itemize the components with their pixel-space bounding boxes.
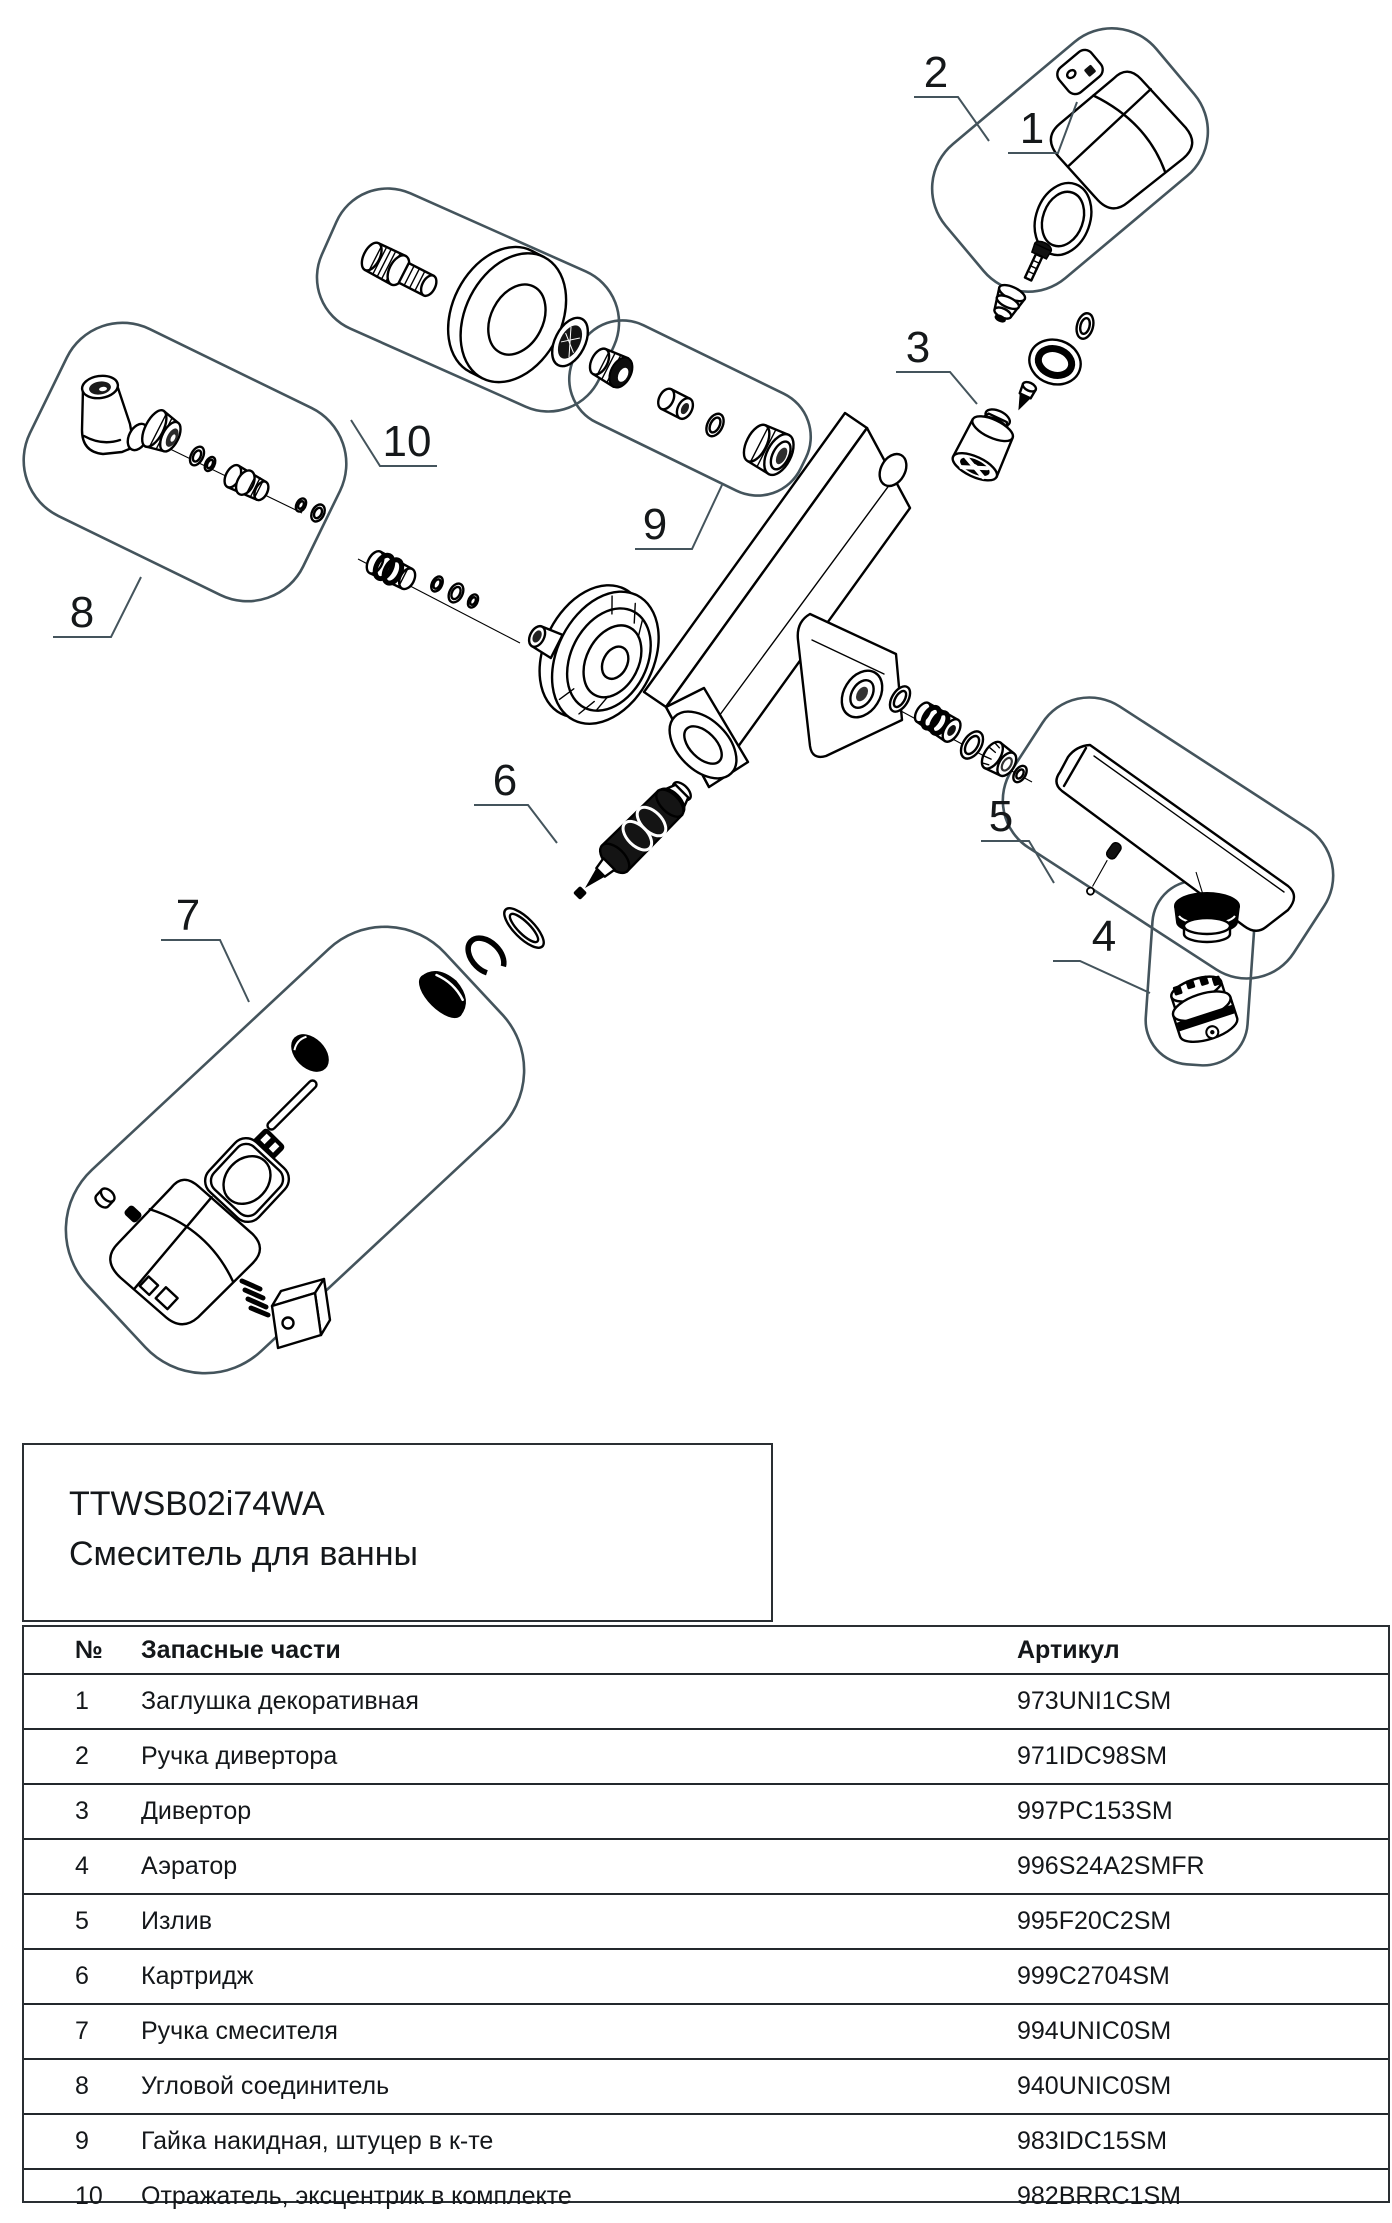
part-diverter — [949, 401, 1023, 486]
row-sku: 996S24A2SMFR — [1017, 1852, 1205, 1880]
callout-number-5: 5 — [988, 792, 1014, 841]
table-row — [24, 2058, 1388, 2113]
part-diverter-stem — [1012, 380, 1037, 413]
row-num: 2 — [75, 1742, 89, 1770]
part-stopper — [284, 1027, 336, 1079]
part-aerator-key — [1164, 969, 1241, 1047]
part-dome-cap — [412, 961, 476, 1025]
part-washer — [294, 497, 308, 514]
part-aerator-cap — [1174, 892, 1240, 942]
table-row — [24, 1893, 1388, 1948]
part-washer — [203, 455, 218, 472]
part-union-nut — [738, 419, 800, 480]
header-name: Запасные части — [141, 1635, 341, 1664]
row-sku: 940UNIC0SM — [1017, 2072, 1172, 2100]
row-num: 7 — [75, 2017, 89, 2045]
part-nipple — [221, 462, 273, 506]
row-num: 5 — [75, 1907, 89, 1935]
callout-number-3: 3 — [905, 323, 931, 372]
table-row — [24, 1673, 1388, 1728]
part-oval-ring — [499, 903, 550, 954]
part-banded-nipple — [363, 548, 419, 593]
table-row — [24, 1838, 1388, 1893]
part-link-rod — [266, 1079, 318, 1131]
row-part-name: Ручка дивертора — [141, 1742, 338, 1770]
row-num: 3 — [75, 1797, 89, 1825]
row-part-name: Заглушка декоративная — [141, 1687, 419, 1715]
table-row — [24, 1783, 1388, 1838]
row-part-name: Гайка накидная, штуцер в к-те — [141, 2127, 494, 2155]
callout-leader-7 — [161, 940, 249, 1002]
row-part-name: Излив — [141, 1907, 212, 1935]
title-block — [22, 1443, 773, 1622]
model-code: TTWSB02i74WA — [69, 1485, 325, 1523]
table-row — [24, 2168, 1388, 2223]
row-num: 4 — [75, 1852, 89, 1880]
callout-number-4: 4 — [1091, 912, 1117, 961]
part-seal-ring — [1023, 333, 1086, 391]
part-adapter-cube — [272, 1279, 330, 1348]
part-faucet-body — [518, 413, 911, 791]
row-sku: 997PC153SM — [1017, 1797, 1173, 1825]
part-handle-screw — [1020, 239, 1053, 283]
table-header-row — [24, 1627, 1388, 1673]
table-row — [24, 1728, 1388, 1783]
row-sku: 973UNI1CSM — [1017, 1687, 1172, 1715]
table-row — [24, 1948, 1388, 2003]
callout-number-10: 10 — [382, 417, 432, 466]
callout-leader-8 — [53, 577, 141, 637]
parts-table — [22, 1625, 1390, 2210]
part-washer — [429, 575, 445, 594]
header-sku: Артикул — [1017, 1635, 1120, 1664]
row-sku: 983IDC15SM — [1017, 2127, 1168, 2155]
row-num: 8 — [75, 2072, 89, 2100]
header-num: № — [75, 1635, 103, 1664]
table-row — [24, 2003, 1388, 2058]
callout-number-7: 7 — [175, 891, 201, 940]
row-num: 9 — [75, 2127, 89, 2155]
part-spring — [242, 1281, 268, 1315]
part-spout-screw — [1081, 841, 1125, 896]
part-oring — [703, 411, 727, 439]
callout-number-1: 1 — [1019, 104, 1045, 153]
product-name: Смеситель для ванны — [69, 1535, 418, 1573]
row-part-name: Угловой соединитель — [141, 2072, 390, 2100]
row-sku: 999C2704SM — [1017, 1962, 1170, 1990]
part-washer — [466, 593, 480, 610]
part-c-ring — [461, 931, 510, 980]
callout-leader-3 — [896, 372, 977, 404]
row-num: 1 — [75, 1687, 89, 1715]
part-plug-fitting — [585, 344, 637, 392]
part-flange-disc — [518, 567, 680, 742]
table-body — [24, 1673, 1388, 2223]
part-hex-nut — [137, 407, 186, 459]
row-part-name: Аэратор — [141, 1852, 238, 1880]
part-cartridge — [564, 774, 699, 909]
row-sku: 995F20C2SM — [1017, 1907, 1172, 1935]
callout-leader-6 — [474, 805, 557, 843]
group-box-8 — [3, 302, 367, 622]
row-part-name: Картридж — [141, 1962, 254, 1990]
callout-number-9: 9 — [642, 500, 668, 549]
part-eccentric — [357, 239, 441, 303]
callout-number-6: 6 — [492, 756, 518, 805]
row-sku: 971IDC98SM — [1017, 1742, 1168, 1770]
table-row — [24, 2113, 1388, 2168]
callout-leader-5 — [981, 841, 1054, 883]
part-check-valve — [911, 699, 964, 745]
row-num: 10 — [75, 2182, 103, 2210]
row-part-name: Отражатель, эксцентрик в комплекте — [141, 2182, 572, 2210]
row-sku: 994UNIC0SM — [1017, 2017, 1172, 2045]
part-washer — [446, 581, 467, 605]
part-cap-small — [93, 1186, 117, 1210]
part-spacer — [655, 386, 696, 421]
row-sku: 982BRRC1SM — [1017, 2182, 1181, 2210]
row-part-name: Дивертор — [141, 1797, 252, 1825]
part-cone-adapter — [986, 282, 1027, 328]
callout-leader-2 — [914, 97, 989, 141]
callout-number-8: 8 — [69, 588, 95, 637]
callout-number-2: 2 — [923, 48, 949, 97]
row-part-name: Ручка смесителя — [141, 2017, 338, 2045]
row-num: 6 — [75, 1962, 89, 1990]
callout-leader-4 — [1053, 961, 1150, 993]
part-small-ring — [1074, 311, 1096, 340]
